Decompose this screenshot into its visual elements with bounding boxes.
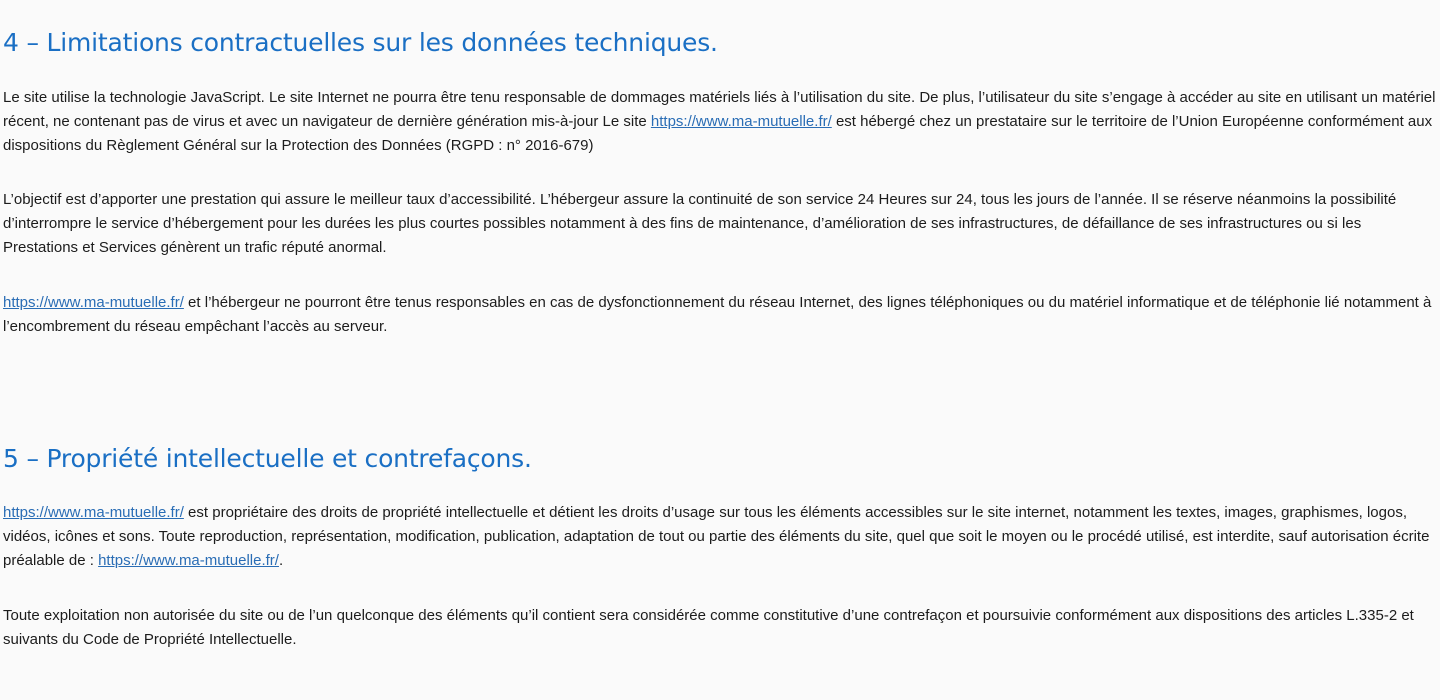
paragraph-text: . — [278, 552, 284, 569]
paragraph-text: est hébergé chez un prestataire sur le territoire de l’Union Européenne conformément aux dispositions du Règlement Général sur la Protection des Données (RGPD : n° 2016-679) — [3, 113, 1433, 154]
section-4-paragraph-1 — [3, 86, 1437, 158]
section-5-paragraph-1 — [3, 501, 1437, 573]
section-5-paragraph-2: Toute exploitation non autorisée du site ou de l’un quelconque des éléments qu’il contient sera considérée comme constitutive d’une contrefaçon et poursuivie conformément aux dispositions des articles L.335-2 et suivants du Code de Propriété Intellectuelle. — [3, 607, 1414, 648]
site-link[interactable]: https://www.ma-mutuelle.fr/ — [650, 113, 832, 130]
section-4-title: 4 – Limitations contractuelles sur les données techniques. — [3, 28, 718, 57]
section-4-paragraph-2: L’objectif est d’apporter une prestation qui assure le meilleur taux d’accessibilité. L’hébergeur assure la continuité de son service 24 Heures sur 24, tous les jours de l’année. Il se réserve néanmoins la possibilité d’interrompre le service d’hébergement pour les durées les plus courtes possibles notamment à des fins de maintenance, d’amélioration de ses infrastructures, de défaillance de ses infrastructures ou si les Prestations et Services génèrent un trafic réputé anormal. — [3, 191, 1397, 256]
section-5-title: 5 – Propriété intellectuelle et contrefaçons. — [3, 444, 532, 473]
site-link[interactable]: https://www.ma-mutuelle.fr/ — [3, 294, 184, 311]
paragraph-text: est propriétaire des droits de propriété intellectuelle et détient les droits d’usage sur tous les éléments accessibles sur le site internet, notamment les textes, images, graphismes, logos, vidéos, icônes et sons. Toute reproduction, représentation, modification, publication, adaptation de tout ou partie des éléments du site, quel que soit le moyen ou le procédé utilisé, est interdite, sauf autorisation écrite préalable de : — [3, 504, 1430, 569]
site-link[interactable]: https://www.ma-mutuelle.fr/ — [98, 552, 279, 569]
paragraph-text: Le site utilise la technologie JavaScript. Le site Internet ne pourra être tenu responsable de dommages matériels liés à l’utilisation du site. De plus, l’utilisateur du site s’engage à accéder au site en utilisant un matériel récent, ne contenant pas de virus et avec un navigateur de dernière génération mis-à-jour Le site — [3, 89, 1436, 130]
paragraph-text: et l’hébergeur ne pourront être tenus responsables en cas de dysfonctionnement du réseau Internet, des lignes téléphoniques ou du matériel informatique et de téléphonie lié notamment à l’encombrement du réseau empêchant l’accès au serveur. — [3, 294, 1432, 335]
site-link[interactable]: https://www.ma-mutuelle.fr/ — [3, 504, 184, 521]
section-4-paragraph-3 — [3, 291, 1437, 339]
